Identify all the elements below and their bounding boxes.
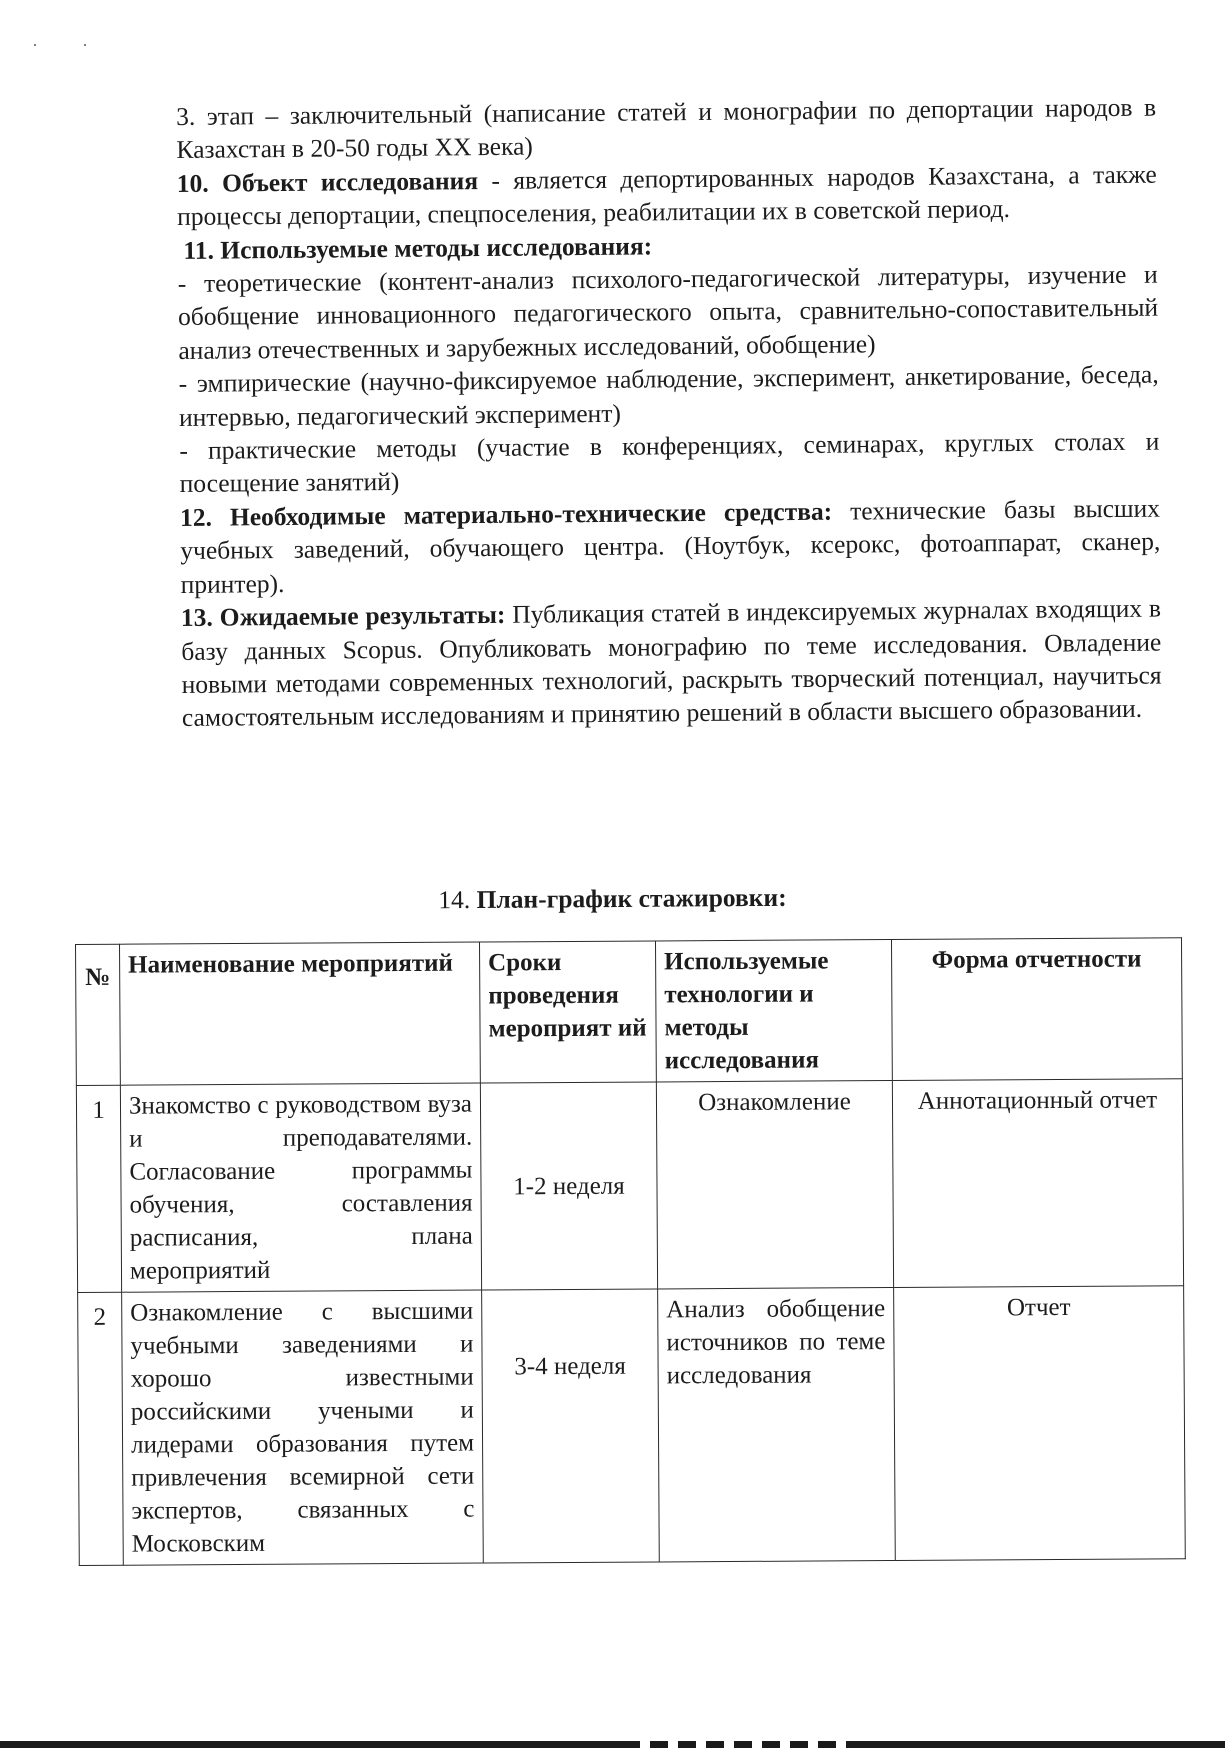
expected-results-text: Публикация статей в индексируемых журналах входящих в базу данных Scopus. Опубликовать монографию по теме исследования. Овладение новыми методами современных технологий, раскрыть творческий потенциал, научиться самостоятельным исследованиям и принятию решений в области высшего образовании.: [181, 593, 1162, 733]
table-header-row: [76, 938, 1183, 1086]
plan-number: 14.: [438, 884, 471, 915]
row-methods: [658, 1288, 896, 1562]
header-methods: Используемые технологии и методы исследования: [655, 940, 892, 1082]
method-empirical: - эмпирические (научно-фиксируемое наблюдение, эксперимент, анкетирование, беседа, интервью, педагогический эксперимент): [178, 359, 1159, 432]
research-object-text: - является депортированных народов Казахстана, а также процессы депортации, спецпоселения, реабилитации их в советской период.: [176, 159, 1157, 232]
expected-results-label: 13. Ожидаемые результаты:: [180, 599, 506, 633]
method-practical: - практические методы (участие в конференциях, семинарах, круглых столах и посещение занятий): [179, 426, 1160, 499]
header-period: Сроки проведения мероприят ий: [479, 941, 656, 1083]
row-name-last: Московским: [131, 1529, 266, 1558]
plan-title-text: План-график стажировки:: [476, 882, 787, 914]
row-report: Аннотационный отчет: [892, 1079, 1183, 1288]
header-num: №: [76, 944, 121, 1085]
technical-means-label: 12. Необходимые материально-технические средства:: [179, 496, 833, 532]
body-text: [176, 91, 1162, 735]
row-num: 2: [78, 1292, 124, 1565]
stage-3-paragraph: 3. этап – заключительный (написание статей и монографии по депортации народов в Казахстан в 20-50 годы XX века): [176, 92, 1157, 165]
method-theoretical: - теоретические (контент-анализ психолого-педагогической литературы, изучение и обобщение инновационного педагогического опыта, сравнительно-сопоставительный анализ отечественных и зарубежных исследований, обобщение): [177, 259, 1159, 365]
schedule-table-wrap: [75, 937, 1185, 1566]
technical-means-paragraph: [180, 491, 1161, 601]
row-methods: Ознакомление: [656, 1081, 893, 1289]
header-name: Наименование мероприятий: [120, 942, 481, 1085]
row-name: [122, 1290, 484, 1565]
row-name-last: мероприятий: [129, 1256, 271, 1285]
row-period: 3-4 неделя: [482, 1289, 660, 1563]
methods-heading-text: 11. Используемые методы исследования:: [183, 231, 653, 265]
technical-means-text: технические базы высших учебных заведений, обучающего центра. (Ноутбук, ксерокс, фотоаппарат, сканер, принтер).: [180, 493, 1161, 599]
schedule-table: [75, 937, 1186, 1566]
table-row: [76, 1079, 1183, 1293]
row-num: 1: [76, 1085, 121, 1292]
row-name: [120, 1083, 481, 1292]
research-object-label: 10. Объект исследования: [176, 165, 479, 198]
row-report: Отчет: [894, 1286, 1186, 1561]
header-report: Форма отчетности: [891, 938, 1182, 1081]
research-object-paragraph: [177, 157, 1158, 233]
row-methods-text: Анализ обобщение источников по теме исследования: [666, 1295, 886, 1390]
row-period: 1-2 неделя: [480, 1082, 657, 1290]
row-name-main: Ознакомление с высшими учебными заведениями и хорошо известными российскими учеными и лидерами образования путем привлечения всемирной сети экспертов, связанных с: [130, 1297, 475, 1525]
table-row: [78, 1286, 1186, 1566]
plan-title: [0, 880, 1225, 919]
row-name-main: Знакомство с руководством вуза и преподавателями. Согласование программы обучения, составления расписания, плана: [128, 1090, 473, 1252]
expected-results-paragraph: [181, 592, 1162, 735]
scan-bottom-edge: [0, 1741, 1225, 1748]
